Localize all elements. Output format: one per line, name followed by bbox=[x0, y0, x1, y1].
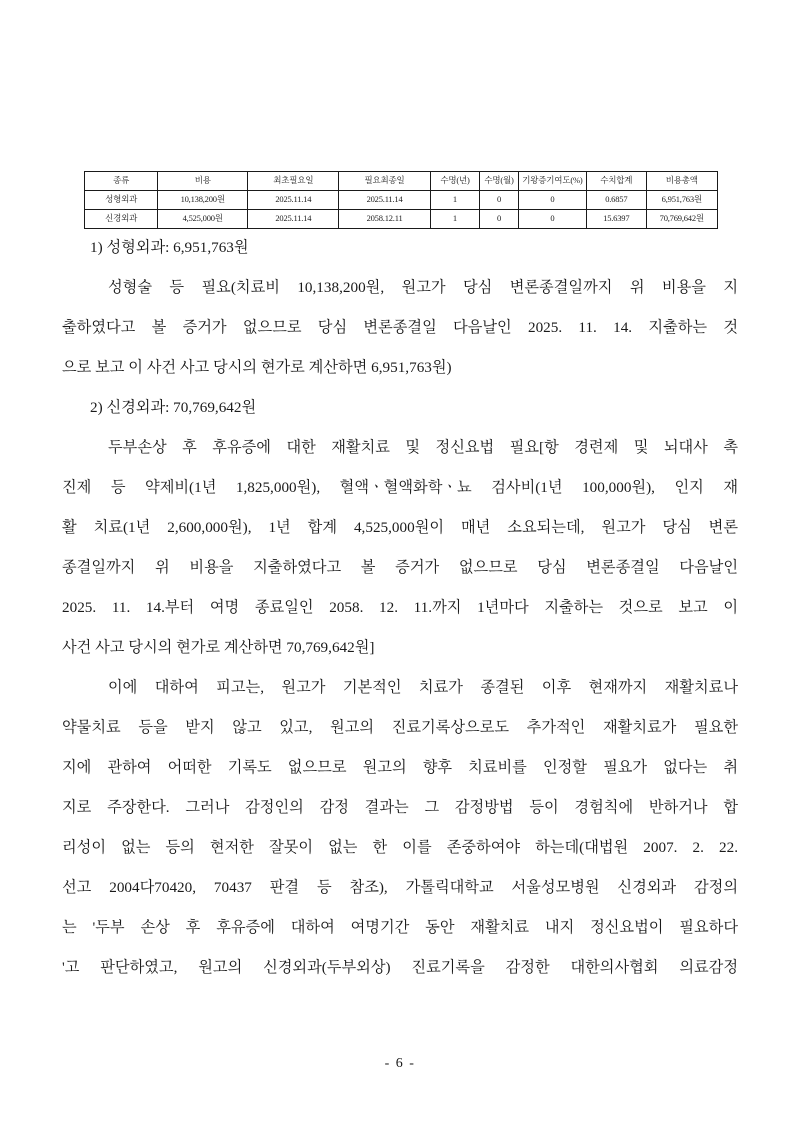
text-line: 출하였다고 볼 증거가 없으므로 당심 변론종결일 다음날인 2025. 11. 14. 지출하는 것 bbox=[62, 319, 738, 336]
text-line: '고 판단하였고, 원고의 신경외과(두부외상) 진료기록을 감정한 대한의사협회 의료감정 bbox=[62, 959, 738, 976]
column-header-cost: 비용 bbox=[158, 172, 248, 191]
text-line-item-1-heading: 1) 성형외과: 6,951,763원 bbox=[90, 239, 249, 256]
column-header-years: 수명(년) bbox=[430, 172, 480, 191]
text-line: 진제 등 약제비(1년 1,825,000원), 혈액ㆍ혈액화학ㆍ뇨 검사비(1년 100,000원), 인지 재 bbox=[62, 479, 738, 496]
text-line-item-2-heading: 2) 신경외과: 70,769,642원 bbox=[90, 399, 257, 416]
text-line: 지로 주장한다. 그러나 감정인의 감정 결과는 그 감정방법 등이 경험칙에 반하거나 합 bbox=[62, 799, 738, 816]
future-treatment-cost-table-container bbox=[84, 171, 718, 229]
column-header-value-sum: 수치합계 bbox=[587, 172, 647, 191]
text-line: 선고 2004다70420, 70437 판결 등 참조), 가톨릭대학교 서울성모병원 신경외과 감정의 bbox=[62, 879, 738, 896]
cell-last-date: 2058.12.11 bbox=[339, 210, 430, 229]
cell-years: 1 bbox=[430, 191, 480, 210]
cell-type: 신경외과 bbox=[85, 210, 158, 229]
column-header-last-date: 필요최종일 bbox=[339, 172, 430, 191]
column-header-total-cost: 비용총액 bbox=[646, 172, 717, 191]
text-line: 성형술 등 필요(치료비 10,138,200원, 원고가 당심 변론종결일까지 위 비용을 지 bbox=[108, 279, 738, 296]
cell-months: 0 bbox=[480, 191, 518, 210]
cell-total-cost: 70,769,642원 bbox=[646, 210, 717, 229]
cell-months: 0 bbox=[480, 210, 518, 229]
cell-first-date: 2025.11.14 bbox=[248, 210, 339, 229]
cell-total-cost: 6,951,763원 bbox=[646, 191, 717, 210]
column-header-months: 수명(월) bbox=[480, 172, 518, 191]
text-line: 으로 보고 이 사건 사고 당시의 현가로 계산하면 6,951,763원) bbox=[62, 359, 452, 376]
text-line: 종결일까지 위 비용을 지출하였다고 볼 증거가 없으므로 당심 변론종결일 다음날인 bbox=[62, 559, 738, 576]
text-line: 리성이 없는 등의 현저한 잘못이 없는 한 이를 존중하여야 하는데(대법원 2007. 2. 22. bbox=[62, 839, 738, 856]
text-line: 약물치료 등을 받지 않고 있고, 원고의 진료기록상으로도 추가적인 재활치료가 필요한 bbox=[62, 719, 738, 736]
cell-value-sum: 15.6397 bbox=[587, 210, 647, 229]
cell-last-date: 2025.11.14 bbox=[339, 191, 430, 210]
table-row bbox=[85, 210, 718, 229]
table-row bbox=[85, 191, 718, 210]
text-line: 사건 사고 당시의 현가로 계산하면 70,769,642원] bbox=[62, 639, 375, 656]
cell-cost: 4,525,000원 bbox=[158, 210, 248, 229]
column-header-first-date: 최초필요일 bbox=[248, 172, 339, 191]
text-line: 지에 관하여 어떠한 기록도 없으므로 원고의 향후 치료비를 인정할 필요가 없다는 취 bbox=[62, 759, 738, 776]
column-header-prior-contribution: 기왕증기여도(%) bbox=[518, 172, 586, 191]
cell-years: 1 bbox=[430, 210, 480, 229]
body-text-block bbox=[62, 228, 738, 988]
column-header-type: 종류 bbox=[85, 172, 158, 191]
cell-type: 성형외과 bbox=[85, 191, 158, 210]
future-treatment-cost-table bbox=[84, 171, 718, 229]
table-header-row bbox=[85, 172, 718, 191]
cell-first-date: 2025.11.14 bbox=[248, 191, 339, 210]
text-line: 이에 대하여 피고는, 원고가 기본적인 치료가 종결된 이후 현재까지 재활치료나 bbox=[108, 679, 738, 696]
cell-value-sum: 0.6857 bbox=[587, 191, 647, 210]
page-number: - 6 - bbox=[384, 1056, 416, 1071]
cell-prior-contribution: 0 bbox=[518, 191, 586, 210]
cell-prior-contribution: 0 bbox=[518, 210, 586, 229]
text-line: 2025. 11. 14.부터 여명 종료일인 2058. 12. 11.까지 1년마다 지출하는 것으로 보고 이 bbox=[62, 599, 738, 616]
text-line: 는 '두부 손상 후 후유증에 대하여 여명기간 동안 재활치료 내지 정신요법이 필요하다 bbox=[62, 919, 738, 936]
text-line: 활 치료(1년 2,600,000원), 1년 합계 4,525,000원이 매년 소요되는데, 원고가 당심 변론 bbox=[62, 519, 738, 536]
cell-cost: 10,138,200원 bbox=[158, 191, 248, 210]
text-line: 두부손상 후 후유증에 대한 재활치료 및 정신요법 필요[항 경련제 및 뇌대사 촉 bbox=[108, 439, 738, 456]
